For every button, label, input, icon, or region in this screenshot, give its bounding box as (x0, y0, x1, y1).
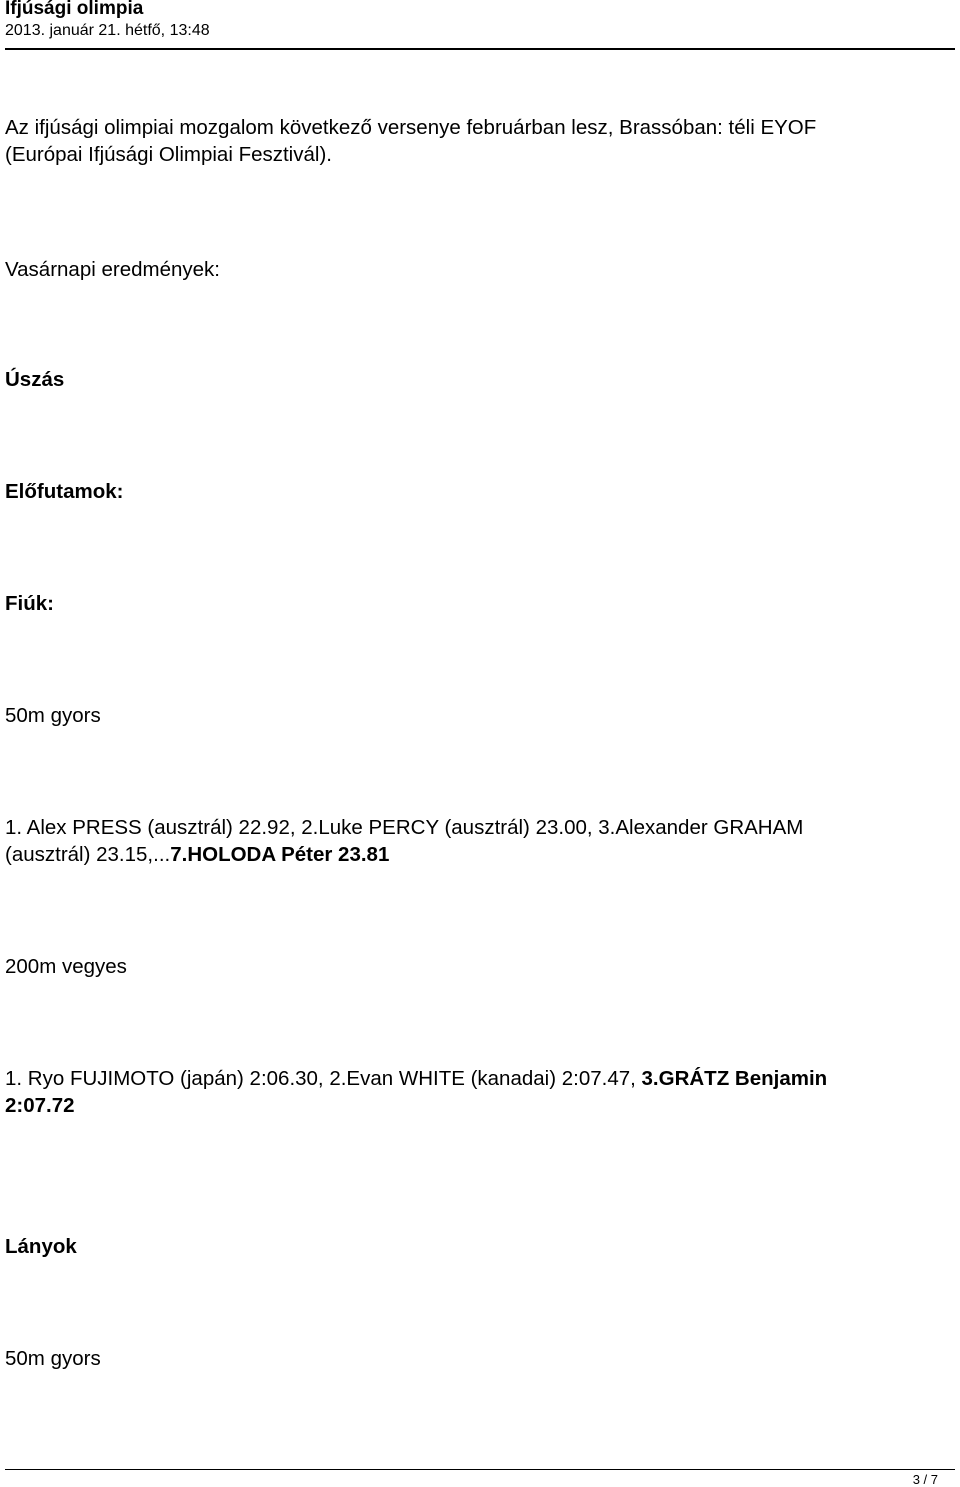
intro-paragraph (5, 114, 955, 168)
event-results-50m-boys (5, 814, 955, 868)
results-heading: Vasárnapi eredmények: (5, 258, 220, 281)
highlighted-result: 2:07.72 (5, 1094, 75, 1117)
results-text: (ausztrál) 23.15,... (5, 843, 171, 866)
event-heading-200m: 200m vegyes (5, 955, 127, 978)
event-heading-50m-boys: 50m gyors (5, 704, 101, 727)
results-line: 1. Alex PRESS (ausztrál) 22.92, 2.Luke PERCY (ausztrál) 23.00, 3.Alexander GRAHAM (5, 816, 804, 839)
highlighted-result: 7.HOLODA Péter 23.81 (170, 843, 390, 866)
event-results-200m (5, 1065, 955, 1119)
event-heading-50m-girls: 50m gyors (5, 1347, 101, 1370)
stage-heading: Előfutamok: (5, 480, 124, 503)
intro-line-1: Az ifjúsági olimpiai mozgalom következő versenye februárban lesz, Brassóban: téli EYOF (5, 116, 817, 139)
results-text: 1. Ryo FUJIMOTO (japán) 2:06.30, 2.Evan WHITE (kanadai) 2:07.47, (5, 1067, 642, 1090)
page-title: Ifjúsági olimpia (5, 0, 144, 19)
sport-heading: Úszás (5, 368, 65, 391)
page-header (5, 0, 955, 41)
results-line (5, 841, 955, 868)
highlighted-result: 3.GRÁTZ Benjamin (641, 1067, 828, 1090)
boys-heading: Fiúk: (5, 592, 54, 615)
girls-heading: Lányok (5, 1235, 77, 1258)
results-line (5, 1065, 955, 1092)
intro-line-2: (Európai Ifjúsági Olimpiai Fesztivál). (5, 143, 332, 166)
page-number: 3 / 7 (912, 1472, 938, 1487)
header-divider (5, 48, 955, 50)
footer-divider (5, 1469, 955, 1470)
publish-date: 2013. január 21. hétfő, 13:48 (5, 22, 210, 39)
